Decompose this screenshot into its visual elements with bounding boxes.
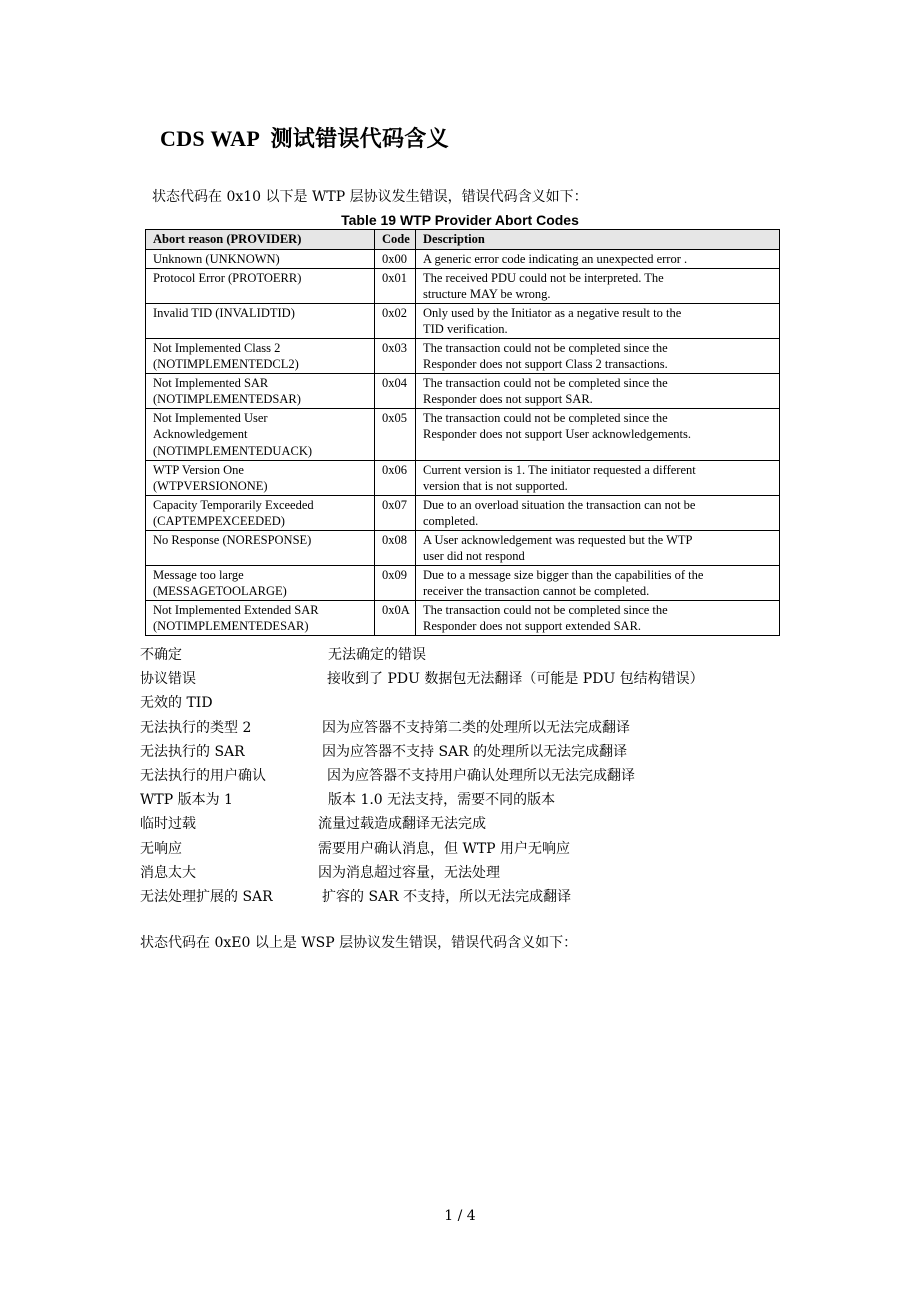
table-header-row	[146, 230, 780, 250]
glossary-term: 无法处理扩展的 SAR	[140, 888, 273, 905]
abort-reason-text: (NOTIMPLEMENTEDUACK)	[153, 443, 313, 458]
abort-reason-cell	[146, 460, 375, 495]
glossary-meaning: 因为应答器不支持第二类的处理所以无法完成翻译	[322, 719, 630, 736]
description-text: A generic error code indicating an unexpected error .	[423, 252, 688, 266]
description-cell	[416, 408, 780, 460]
abort-reason-cell	[146, 250, 375, 269]
code-cell: 0x0A	[375, 600, 416, 635]
description-text: The transaction could not be completed since the	[423, 340, 668, 355]
header-abort-reason: Abort reason (PROVIDER)	[146, 230, 375, 250]
description-cell	[416, 373, 780, 408]
glossary-term: 消息太大	[140, 864, 196, 881]
abort-reason-text: Protocol Error (PROTOERR)	[153, 270, 302, 285]
intro-paragraph: 状态代码在 0x10 以下是 WTP 层协议发生错误，错误代码含义如下：	[152, 189, 588, 205]
abort-reason-text: Capacity Temporarily Exceeded	[153, 497, 314, 512]
abort-codes-table	[145, 229, 780, 636]
table-row	[146, 268, 780, 303]
glossary-meaning: 需要用户确认消息，但 WTP 用户无响应	[318, 840, 571, 857]
description-text: Responder does not support Class 2 transactions.	[423, 357, 668, 371]
abort-reason-cell	[146, 600, 375, 635]
document-title: CDS WAP 测试错误代码含义	[160, 126, 449, 151]
table-body	[146, 250, 780, 636]
glossary-meaning: 因为应答器不支持 SAR 的处理所以无法完成翻译	[322, 743, 628, 760]
description-text: Due to a message size bigger than the capabilities of the	[423, 567, 704, 582]
abort-reason-cell	[146, 303, 375, 338]
header-description: Description	[416, 230, 780, 250]
abort-reason-text: (MESSAGETOOLARGE)	[153, 584, 287, 598]
abort-reason-text: No Response (NORESPONSE)	[153, 532, 312, 547]
glossary-term: 无响应	[140, 840, 182, 857]
table-row	[146, 338, 780, 373]
glossary-term: 协议错误	[140, 671, 196, 688]
table-row	[146, 408, 780, 460]
description-cell	[416, 338, 780, 373]
abort-reason-cell	[146, 268, 375, 303]
abort-reason-text: Not Implemented SAR	[153, 375, 269, 390]
abort-reason-cell	[146, 373, 375, 408]
glossary-term: 无法执行的类型 2	[140, 719, 252, 736]
description-text: Due to an overload situation the transaction can not be	[423, 497, 696, 512]
table-row	[146, 530, 780, 565]
abort-reason-cell	[146, 530, 375, 565]
abort-reason-text: (NOTIMPLEMENTEDCL2)	[153, 357, 299, 371]
glossary-term: 不确定	[140, 647, 182, 663]
glossary-meaning: 扩容的 SAR 不支持，所以无法完成翻译	[322, 888, 572, 905]
code-cell: 0x06	[375, 460, 416, 495]
table-row	[146, 600, 780, 635]
glossary-term: 无法执行的用户确认	[140, 767, 266, 784]
abort-reason-text: (WTPVERSIONONE)	[153, 479, 268, 493]
description-cell	[416, 460, 780, 495]
abort-reason-cell	[146, 338, 375, 373]
code-cell: 0x03	[375, 338, 416, 373]
abort-reason-text: (NOTIMPLEMENTEDSAR)	[153, 392, 301, 406]
abort-reason-cell	[146, 408, 375, 460]
description-text: Responder does not support User acknowledgements.	[423, 427, 691, 441]
description-text: user did not respond	[423, 549, 525, 563]
description-text: The transaction could not be completed since the	[423, 410, 668, 425]
table-row	[146, 373, 780, 408]
code-cell: 0x02	[375, 303, 416, 338]
glossary-term: 无效的 TID	[140, 695, 213, 712]
glossary-term: 临时过载	[140, 816, 196, 833]
glossary-meaning: 版本 1.0 无法支持，需要不同的版本	[328, 792, 556, 809]
glossary-term: WTP 版本为 1	[140, 792, 233, 809]
abort-reason-text: Not Implemented Class 2	[153, 340, 281, 355]
abort-reason-text: Invalid TID (INVALIDTID)	[153, 305, 295, 320]
outro-paragraph: 状态代码在 0xE0 以上是 WSP 层协议发生错误，错误代码含义如下：	[140, 935, 578, 951]
description-text: The received PDU could not be interpreted. The	[423, 270, 664, 285]
description-cell	[416, 250, 780, 269]
glossary-meaning: 流量过载造成翻译无法完成	[318, 816, 486, 833]
abort-reason-text: Acknowledgement	[153, 427, 248, 441]
description-cell	[416, 268, 780, 303]
description-cell	[416, 495, 780, 530]
page-number: 1 / 4	[444, 1208, 476, 1224]
table-row	[146, 303, 780, 338]
abort-reason-text: (NOTIMPLEMENTEDESAR)	[153, 619, 309, 633]
glossary-meaning: 接收到了 PDU 数据包无法翻译（可能是 PDU 包结构错误）	[327, 671, 704, 688]
abort-reason-cell	[146, 565, 375, 600]
table-row	[146, 460, 780, 495]
description-cell	[416, 530, 780, 565]
description-text: TID verification.	[423, 322, 508, 336]
header-code: Code	[375, 230, 416, 250]
description-text: Only used by the Initiator as a negative result to the	[423, 305, 682, 320]
table-row	[146, 495, 780, 530]
abort-reason-text: Unknown (UNKNOWN)	[153, 252, 280, 266]
code-cell: 0x05	[375, 408, 416, 460]
description-cell	[416, 565, 780, 600]
code-cell: 0x00	[375, 250, 416, 269]
table-caption: Table 19 WTP Provider Abort Codes	[341, 212, 579, 228]
description-text: version that is not supported.	[423, 479, 568, 493]
table-row	[146, 565, 780, 600]
description-cell	[416, 600, 780, 635]
description-text: A User acknowledgement was requested but the WTP	[423, 532, 693, 547]
glossary-meaning: 无法确定的错误	[328, 647, 426, 663]
abort-reason-cell	[146, 495, 375, 530]
code-cell: 0x07	[375, 495, 416, 530]
description-text: structure MAY be wrong.	[423, 287, 551, 301]
abort-reason-text: Not Implemented User	[153, 410, 268, 425]
abort-reason-text: (CAPTEMPEXCEEDED)	[153, 514, 285, 528]
abort-reason-text: Not Implemented Extended SAR	[153, 602, 319, 617]
code-cell: 0x09	[375, 565, 416, 600]
glossary-meaning: 因为应答器不支持用户确认处理所以无法完成翻译	[327, 767, 635, 784]
description-text: receiver the transaction cannot be completed.	[423, 584, 650, 598]
code-cell: 0x01	[375, 268, 416, 303]
code-cell: 0x08	[375, 530, 416, 565]
description-text: Responder does not support SAR.	[423, 392, 593, 406]
description-cell	[416, 303, 780, 338]
description-text: completed.	[423, 514, 479, 528]
glossary-meaning: 因为消息超过容量，无法处理	[318, 864, 500, 881]
glossary-term: 无法执行的 SAR	[140, 743, 245, 760]
description-text: Responder does not support extended SAR.	[423, 619, 642, 633]
description-text: The transaction could not be completed since the	[423, 602, 668, 617]
description-text: The transaction could not be completed since the	[423, 375, 668, 390]
abort-reason-text: Message too large	[153, 567, 244, 582]
description-text: Current version is 1. The initiator requested a different	[423, 462, 696, 477]
abort-reason-text: WTP Version One	[153, 462, 244, 477]
code-cell: 0x04	[375, 373, 416, 408]
table-row	[146, 250, 780, 269]
